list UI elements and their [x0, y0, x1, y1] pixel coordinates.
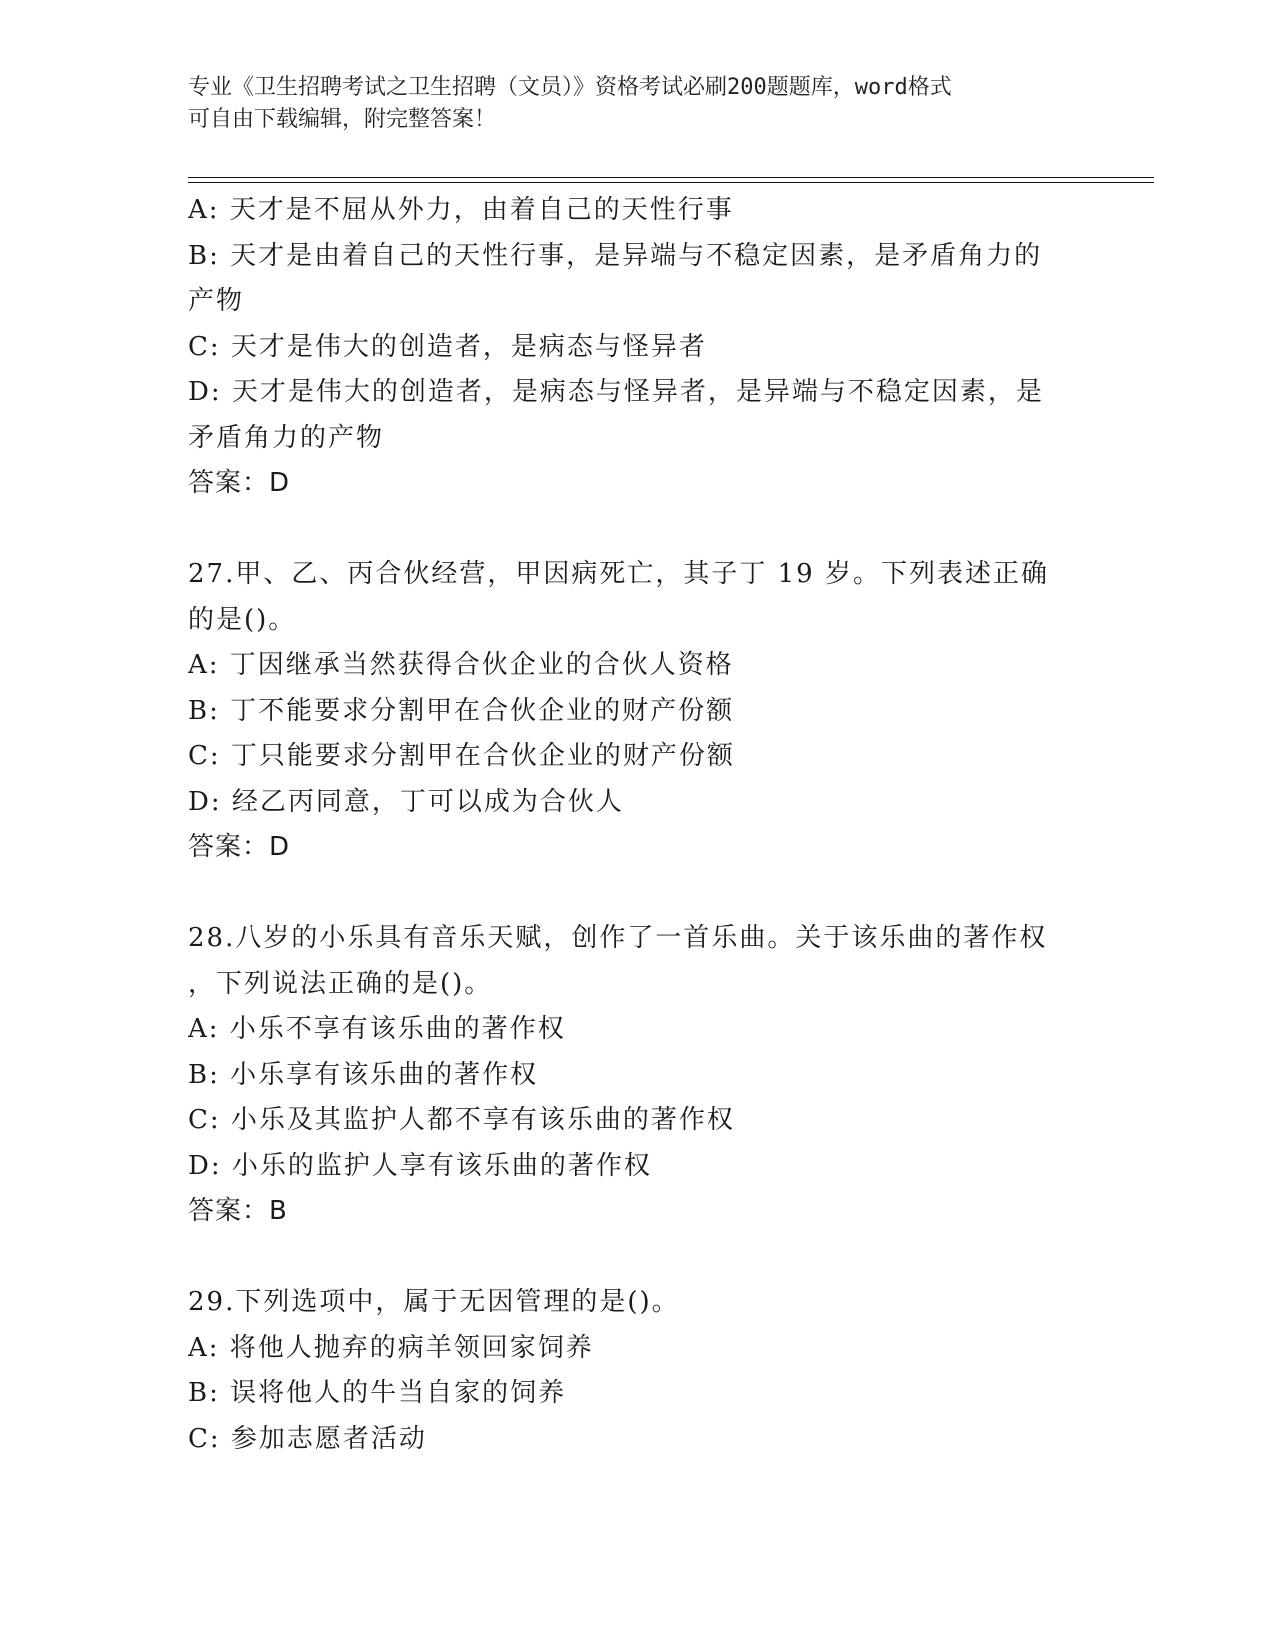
option-c: C: 天才是伟大的创造者，是病态与怪异者 — [188, 331, 707, 362]
option-d: D: 经乙丙同意，丁可以成为合伙人 — [188, 786, 624, 817]
answer: 答案：D — [188, 468, 291, 498]
question-stem-continued: ，下列说法正确的是()。 — [188, 968, 493, 999]
question-27 — [188, 552, 1088, 871]
question-stem: 27.甲、乙、丙合伙经营，甲因病死亡，其子丁 19 岁。下列表述正确 — [188, 559, 1049, 589]
answer: 答案：D — [188, 832, 291, 862]
question-spacer — [188, 507, 1088, 553]
option-a: A: 小乐不享有该乐曲的著作权 — [188, 1014, 566, 1044]
option-a: A: 丁因继承当然获得合伙企业的合伙人资格 — [188, 650, 734, 680]
option-b: B: 小乐享有该乐曲的著作权 — [188, 1059, 539, 1090]
option-b: B: 天才是由着自己的天性行事，是异端与不稳定因素，是矛盾角力的 — [188, 240, 1043, 271]
question-list — [188, 188, 1088, 1462]
option-c: C: 丁只能要求分割甲在合伙企业的财产份额 — [188, 741, 735, 771]
question-spacer — [188, 1235, 1088, 1281]
header-divider-top — [188, 177, 1154, 178]
option-a: A: 天才是不屈从外力，由着自己的天性行事 — [188, 195, 734, 225]
option-c: C: 参加志愿者活动 — [188, 1423, 427, 1454]
option-c: C: 小乐及其监护人都不享有该乐曲的著作权 — [188, 1105, 735, 1135]
header-divider-bottom — [188, 182, 1154, 183]
question-stem-continued: 的是()。 — [188, 604, 297, 635]
option-d-continued: 矛盾角力的产物 — [188, 422, 385, 453]
option-d: D: 小乐的监护人享有该乐曲的著作权 — [188, 1150, 652, 1181]
document-header — [188, 72, 1088, 136]
option-b: B: 丁不能要求分割甲在合伙企业的财产份额 — [188, 695, 735, 726]
answer: 答案：B — [188, 1196, 288, 1226]
question-stem: 29.下列选项中，属于无因管理的是()。 — [188, 1287, 680, 1317]
header-line-2: 可自由下载编辑，附完整答案！ — [188, 107, 497, 132]
option-b: B: 误将他人的牛当自家的饲养 — [188, 1378, 567, 1408]
option-b-continued: 产物 — [188, 286, 245, 316]
question-stem: 28.八岁的小乐具有音乐天赋，创作了一首乐曲。关于该乐曲的著作权 — [188, 923, 1048, 953]
header-line-1: 专业《卫生招聘考试之卫生招聘（文员）》资格考试必刷200题题库，word格式 — [188, 75, 952, 100]
option-a: A: 将他人抛弃的病羊领回家饲养 — [188, 1332, 594, 1363]
question-28 — [188, 916, 1088, 1235]
option-d: D: 天才是伟大的创造者，是病态与怪异者，是异端与不稳定因素，是 — [188, 377, 1044, 407]
question-29 — [188, 1280, 1088, 1462]
question-spacer — [188, 871, 1088, 917]
question-26 — [188, 188, 1088, 507]
